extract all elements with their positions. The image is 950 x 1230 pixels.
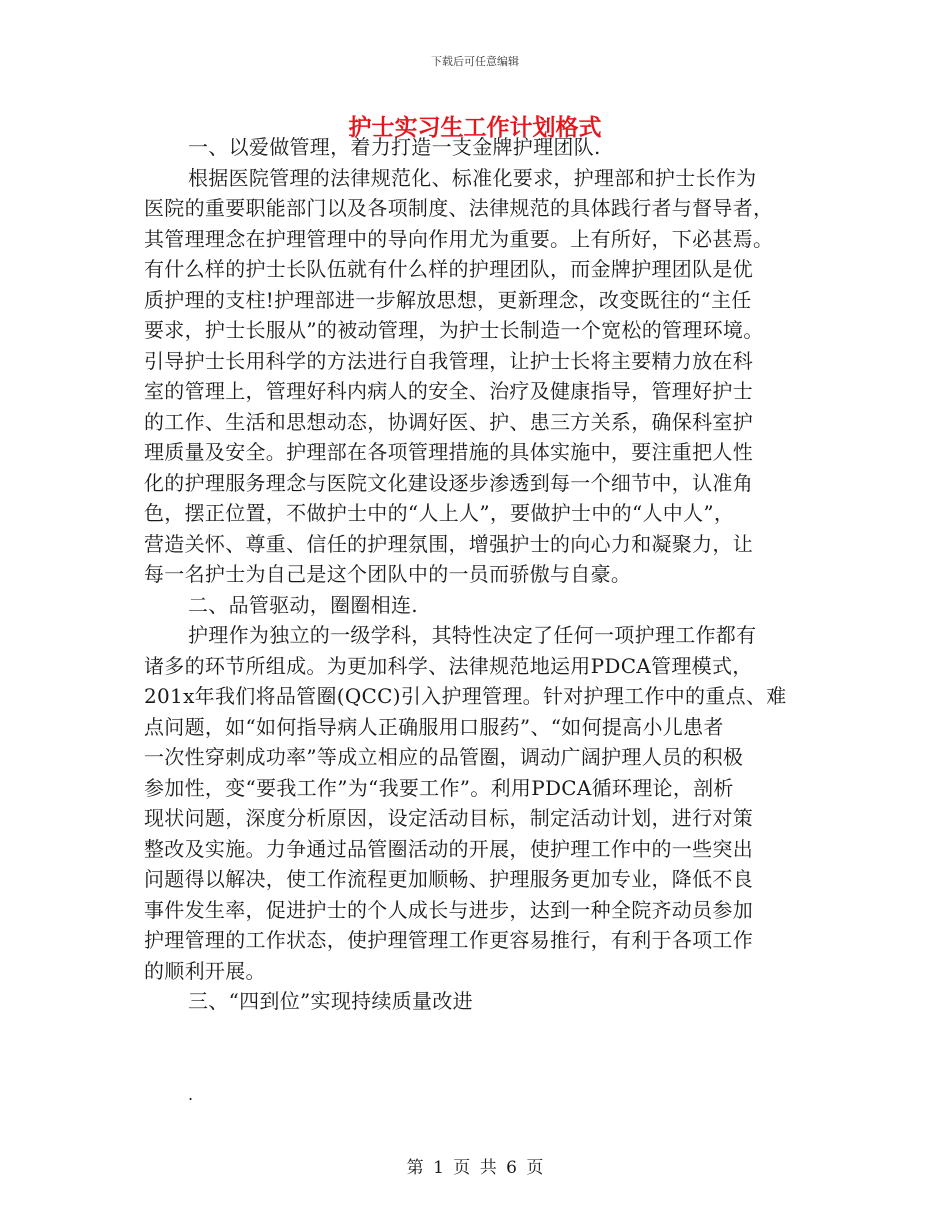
page-header: 下载后可任意编辑 <box>431 55 519 68</box>
text-line: 三、“四到位”实现持续质量改进 <box>188 989 473 1013</box>
text-line: 每一名护士为自己是这个团队中的一员而骄傲与自豪。 <box>144 562 632 586</box>
text-line: 一次性穿刺成功率”等成立相应的品管圈，调动广阔护理人员的积极 <box>144 745 744 769</box>
text-line: 一、以爱做管理，着力打造一支金牌护理团队. <box>188 135 601 159</box>
text-line: 参加性，变“要我工作”为“我要工作”。利用PDCA循环理论，剖析 <box>144 775 734 800</box>
text-line: 问题得以解决，使工作流程更加顺畅、护理服务更加专业，降低不良 <box>144 867 753 891</box>
text-line: 的工作、生活和思想动态，协调好医、护、患三方关系，确保科室护 <box>144 409 753 434</box>
text-line: 点问题，如“如何指导病人正确服用口服药”、“如何提高小儿患者 <box>144 714 724 739</box>
document-body <box>144 132 824 1017</box>
text-line: 护理管理的工作状态，使护理管理工作更容易推行，有利于各项工作 <box>144 928 753 952</box>
text-line: 室的管理上，管理好科内病人的安全、治疗及健康指导，管理好护士 <box>144 379 753 403</box>
text-line: 化的护理服务理念与医院文化建设逐步渗透到每一个细节中，认准角 <box>144 470 753 495</box>
document-title: 护士实习生工作计划格式 <box>348 115 602 141</box>
page-footer: 第 1 页 共 6 页 <box>406 1158 544 1178</box>
text-line: 现状问题，深度分析原因，设定活动目标，制定活动计划，进行对策 <box>144 806 753 830</box>
text-line: 整改及实施。力争通过品管圈活动的开展，使护理工作中的一些突出 <box>144 836 753 861</box>
text-line: 其管理理念在护理管理中的导向作用尤为重要。上有所好，下必甚焉。 <box>144 226 774 251</box>
text-line: 诸多的环节所组成。为更加科学、法律规范地运用PDCA管理模式， <box>144 653 753 678</box>
text-line: 根据医院管理的法律规范化、标准化要求，护理部和护士长作为 <box>188 165 757 190</box>
trailing-mark: . <box>188 1085 194 1104</box>
text-line: 要求，护士长服从”的被动管理，为护士长制造一个宽松的管理环境。 <box>144 318 764 342</box>
text-line: 色，摆正位置，不做护士中的“人上人”，要做护士中的“人中人”， <box>144 501 735 525</box>
text-line: 引导护士长用科学的方法进行自我管理，让护士长将主要精力放在科 <box>144 348 753 373</box>
text-line: 理质量及安全。护理部在各项管理措施的具体实施中，要注重把人性 <box>144 440 753 464</box>
text-line: 医院的重要职能部门以及各项制度、法律规范的具体践行者与督导者， <box>144 196 774 220</box>
text-line: 的顺利开展。 <box>144 958 266 983</box>
text-line: 营造关怀、尊重、信任的护理氛围，增强护士的向心力和凝聚力，让 <box>144 531 753 556</box>
text-line: 护理作为独立的一级学科，其特性决定了任何一项护理工作都有 <box>188 623 757 647</box>
text-line: 二、品管驱动，圈圈相连. <box>188 592 418 617</box>
text-line: 201x年我们将品管圈(QCC)引入护理管理。针对护理工作中的重点、难 <box>144 684 787 708</box>
text-line: 事件发生率，促进护士的个人成长与进步，达到一种全院齐动员参加 <box>144 897 753 922</box>
text-line: 质护理的支柱!护理部进一步解放思想，更新理念，改变既往的“主任 <box>144 287 752 312</box>
text-line: 有什么样的护士长队伍就有什么样的护理团队，而金牌护理团队是优 <box>144 257 753 281</box>
